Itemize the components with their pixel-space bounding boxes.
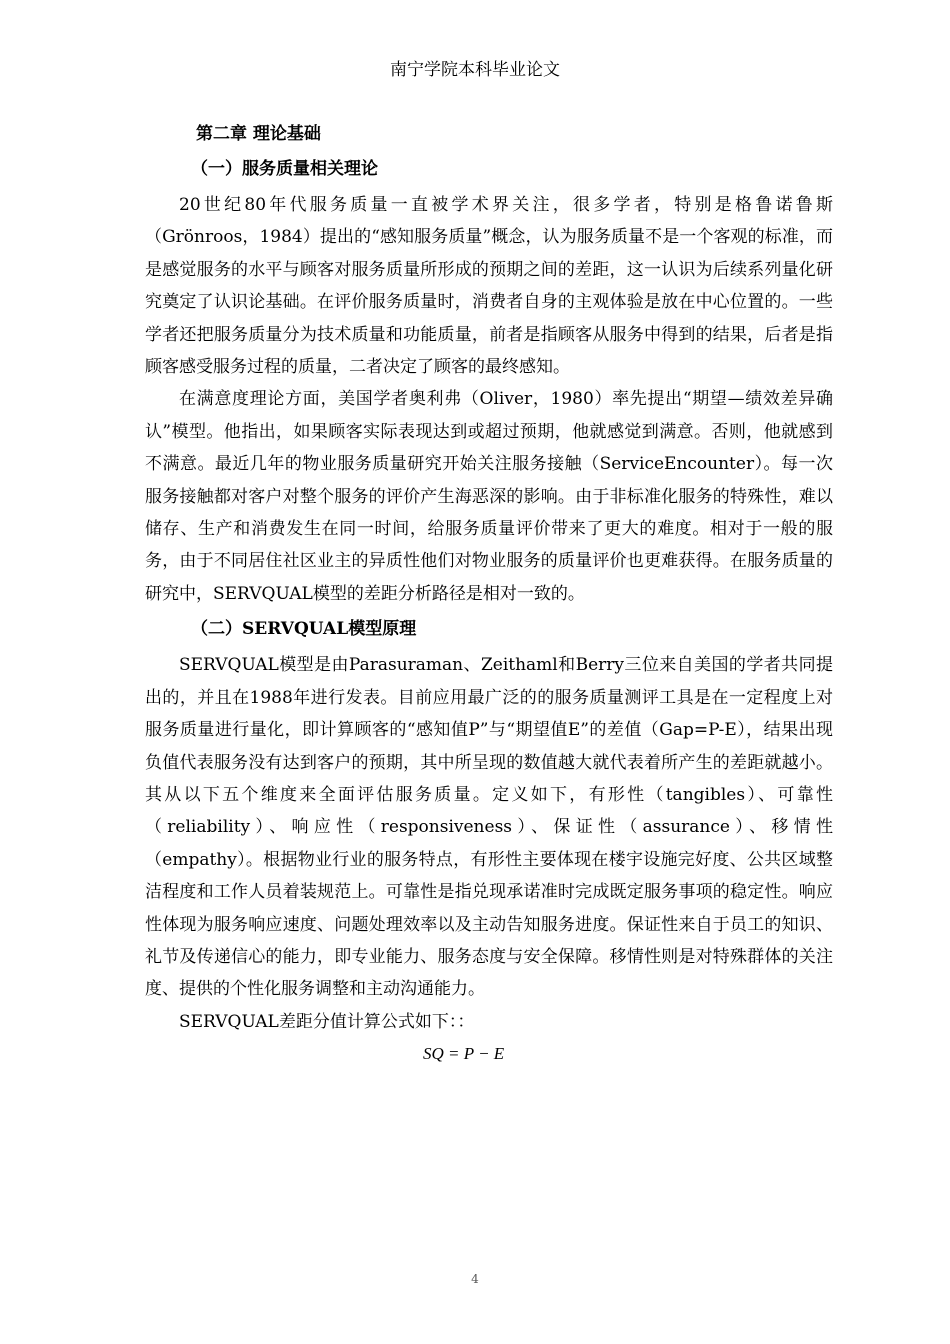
section-heading-servqual: （二）SERVQUAL模型原理 bbox=[191, 619, 417, 640]
chapter-title: 第二章 理论基础 bbox=[196, 124, 321, 144]
paragraph: 20世纪80年代服务质量一直被学术界关注，很多学者，特别是格鲁诺鲁斯（Grönroos，1984）提出的“感知服务质量”概念，认为服务质量不是一个客观的标准，而是感觉服务的水平与顾客对服务质量所形成的预期之间的差距，这一认识为后续系列量化研究奠定了认识论基础。在评价服务质量时，消费者自身的主观体验是放在中心位置的。一些学者还把服务质量分为技术质量和功能质量，前者是指顾客从服务中得到的结果，后者是指顾客感受服务过程的质量，二者决定了顾客的最终感知。 bbox=[145, 195, 833, 378]
page-number: 4 bbox=[471, 1272, 479, 1286]
formula: SQ = P − E bbox=[423, 1044, 505, 1064]
paragraph: SERVQUAL差距分值计算公式如下：： bbox=[179, 1011, 475, 1032]
running-header: 南宁学院本科毕业论文 bbox=[390, 60, 560, 80]
page-content bbox=[145, 118, 833, 1070]
section-heading-service-quality: （一）服务质量相关理论 bbox=[191, 159, 378, 179]
paragraph: SERVQUAL模型是由Parasuraman、Zeithaml和Berry三位来自美国的学者共同提出的，并且在1988年进行发表。目前应用最广泛的的服务质量测评工具是在一定程度上对服务质量进行量化，即计算顾客的“感知值P”与“期望值E”的差值（Gap=P-E），结果出现负值代表服务没有达到客户的预期，其中所呈现的数值越大就代表着所产生的差距就越小。其从以下五个维度来全面评估服务质量。定义如下，有形性（tangibles）、可靠性（reliability）、响应性（responsiveness）、保证性（assurance）、移情性（empathy）。根据物业行业的服务特点，有形性主要体现在楼宇设施完好度、公共区域整洁程度和工作人员着装规范上。可靠性是指兑现承诺准时完成既定服务事项的稳定性。响应性体现为服务响应速度、问题处理效率以及主动告知服务进度。保证性来自于员工的知识、礼节及传递信心的能力，即专业能力、服务态度与安全保障。移情性则是对特殊群体的关注度、提供的个性化服务调整和主动沟通能力。 bbox=[145, 655, 833, 1000]
paragraph: 在满意度理论方面，美国学者奥利弗（Oliver，1980）率先提出“期望—绩效差异确认”模型。他指出，如果顾客实际表现达到或超过预期，他就感觉到满意。否则，他就感到不满意。最近几年的物业服务质量研究开始关注服务接触（ServiceEncounter）。每一次服务接触都对客户对整个服务的评价产生海恶深的影响。由于非标准化服务的特殊性，难以储存、生产和消费发生在同一时间，给服务质量评价带来了更大的难度。相对于一般的服务，由于不同居住社区业主的异质性他们对物业服务的质量评价也更难获得。在服务质量的研究中，SERVQUAL模型的差距分析路径是相对一致的。 bbox=[145, 389, 833, 604]
